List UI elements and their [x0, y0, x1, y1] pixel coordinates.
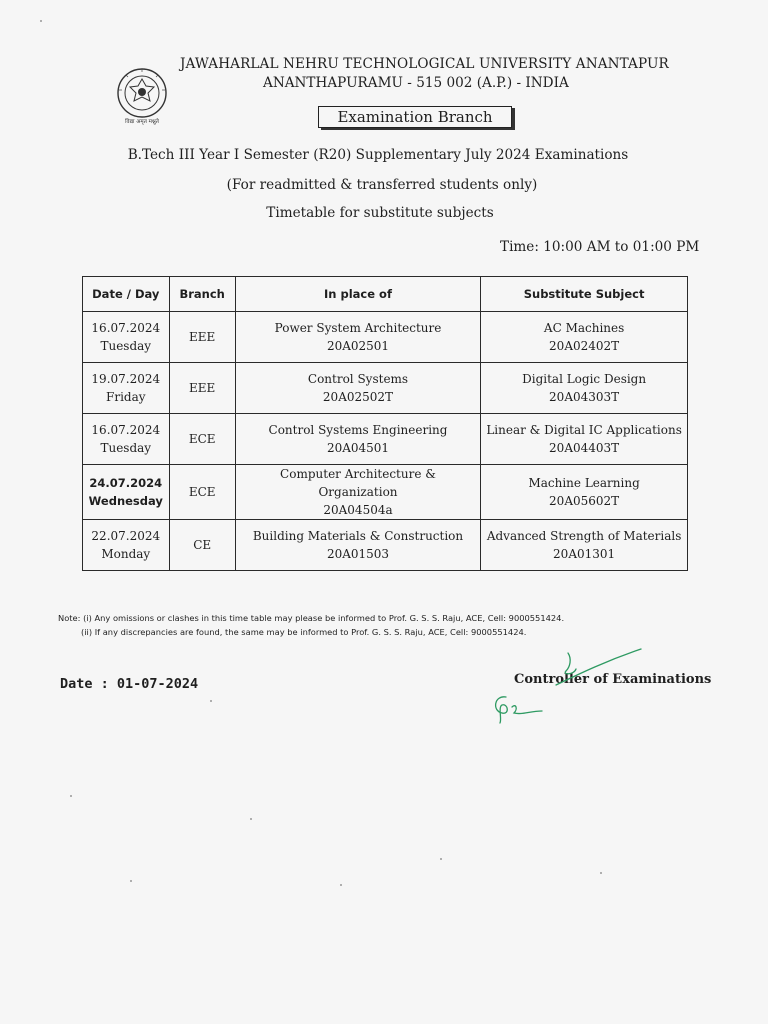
university-address: ANANTHAPURAMU - 515 002 (A.P.) - INDIA	[263, 75, 569, 91]
note-line-2: (ii) If any discrepancies are found, the same may be informed to Prof. G. S. S. Raju, ACE, Cell: 9000551424.	[81, 627, 527, 637]
seal-motto: विद्या अमृत मश्नुते	[125, 119, 159, 125]
scan-speck	[40, 20, 42, 22]
exam-date: 24.07.2024	[89, 476, 163, 490]
exam-title: B.Tech III Year I Semester (R20) Supplementary July 2024 Examinations	[127, 147, 629, 163]
scan-speck	[250, 818, 252, 820]
note-line-1: Note: (i) Any omissions or clashes in this time table may please be informed to Prof. G. S. S. Raju, ACE, Cell: 9000551424.	[58, 613, 565, 623]
scan-speck	[440, 858, 442, 860]
examination-branch-box: Examination Branch	[318, 106, 512, 128]
scan-speck	[130, 880, 132, 882]
scan-speck	[70, 795, 72, 797]
in-place-code: 20A02501	[326, 339, 390, 353]
exam-day: Tuesday	[100, 441, 152, 455]
in-place-code: 20A04504a	[323, 503, 393, 517]
date-cell	[83, 465, 170, 520]
signatory-title: Controller of Examinations	[514, 672, 712, 687]
substitute-cell	[481, 414, 688, 465]
in-place-subject: Control Systems Engineering	[268, 423, 448, 437]
scan-speck	[210, 700, 212, 702]
substitute-cell	[481, 312, 688, 363]
timetable	[82, 276, 688, 571]
branch-cell: CE	[169, 520, 235, 571]
substitute-subject: Linear & Digital IC Applications	[486, 423, 682, 437]
substitute-subject: AC Machines	[543, 321, 625, 335]
scan-speck	[340, 884, 342, 886]
date-cell	[83, 414, 170, 465]
substitute-subject: Advanced Strength of Materials	[486, 529, 682, 543]
branch-cell: EEE	[169, 312, 235, 363]
in-place-cell	[235, 520, 480, 571]
table-header-row	[83, 277, 688, 312]
in-place-subject: Computer Architecture & Organization	[280, 467, 436, 499]
substitute-subject: Machine Learning	[528, 476, 640, 490]
exam-subtitle: (For readmitted & transferred students only)	[226, 177, 538, 193]
substitute-code: 20A04303T	[549, 390, 620, 404]
signature-icon	[486, 645, 646, 725]
in-place-subject: Building Materials & Construction	[252, 529, 464, 543]
substitute-subject: Digital Logic Design	[522, 372, 647, 386]
substitute-code: 20A04403T	[549, 441, 620, 455]
table-row	[83, 363, 688, 414]
date-cell	[83, 363, 170, 414]
branch-cell: EEE	[169, 363, 235, 414]
in-place-code: 20A02502T	[322, 390, 394, 404]
exam-date: 22.07.2024	[91, 529, 161, 543]
substitute-cell	[481, 465, 688, 520]
notes	[58, 611, 564, 639]
header-substitute-subject: Substitute Subject	[481, 277, 688, 312]
scan-speck	[600, 872, 602, 874]
in-place-code: 20A01503	[326, 547, 390, 561]
university-name: JAWAHARLAL NEHRU TECHNOLOGICAL UNIVERSITY ANANTAPUR	[180, 56, 669, 72]
substitute-cell	[481, 363, 688, 414]
exam-day: Wednesday	[88, 494, 163, 508]
header-date-day: Date / Day	[83, 277, 170, 312]
substitute-code: 20A01301	[553, 547, 616, 561]
header-branch: Branch	[169, 277, 235, 312]
table-row	[83, 312, 688, 363]
exam-date: 19.07.2024	[91, 372, 161, 386]
substitute-code: 20A05602T	[549, 494, 620, 508]
exam-day: Tuesday	[100, 339, 152, 353]
timetable-heading: Timetable for substitute subjects	[266, 205, 494, 221]
date-cell	[83, 520, 170, 571]
branch-cell: ECE	[169, 414, 235, 465]
substitute-code: 20A02402T	[549, 339, 620, 353]
university-seal-icon	[112, 66, 172, 126]
exam-day: Monday	[101, 547, 151, 561]
exam-date: 16.07.2024	[91, 423, 161, 437]
in-place-subject: Control Systems	[307, 372, 409, 386]
in-place-cell	[235, 363, 480, 414]
in-place-subject: Power System Architecture	[274, 321, 442, 335]
in-place-cell	[235, 414, 480, 465]
in-place-code: 20A04501	[326, 441, 390, 455]
exam-time: Time: 10:00 AM to 01:00 PM	[500, 239, 700, 255]
branch-cell: ECE	[169, 465, 235, 520]
in-place-cell	[235, 465, 480, 520]
table-row	[83, 520, 688, 571]
exam-date: 16.07.2024	[91, 321, 161, 335]
date-cell	[83, 312, 170, 363]
in-place-cell	[235, 312, 480, 363]
substitute-cell	[481, 520, 688, 571]
header-in-place-of: In place of	[235, 277, 480, 312]
issue-date: Date : 01-07-2024	[60, 676, 199, 692]
table-row	[83, 414, 688, 465]
table-row	[83, 465, 688, 520]
exam-day: Friday	[106, 390, 146, 404]
